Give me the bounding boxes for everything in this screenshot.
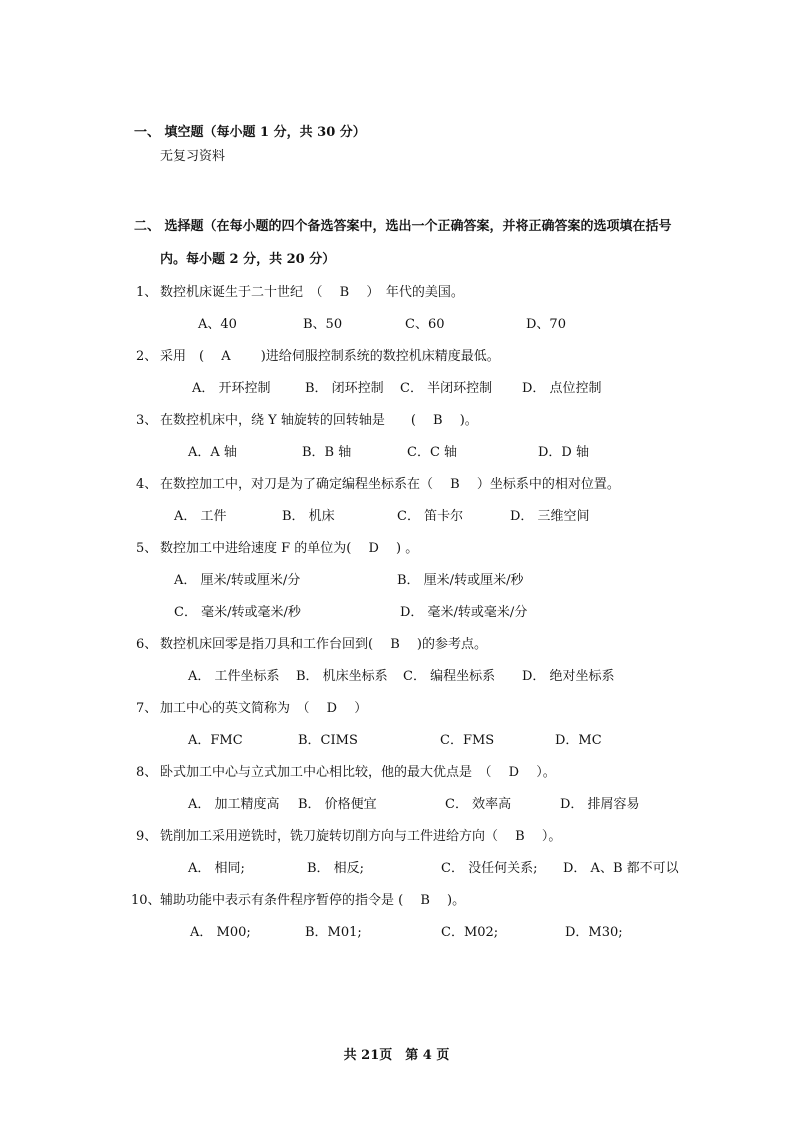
- section2-heading-cont: 内。每小题 2 分，共 20 分）: [160, 252, 336, 267]
- option-a: A、40: [198, 317, 237, 332]
- question-text: 采用 ( A )进给伺服控制系统的数控机床精度最低。: [160, 349, 500, 364]
- option-d: D． 排屑容易: [560, 797, 640, 812]
- option-c: C． 毫米/转或毫米/秒: [174, 605, 301, 620]
- question-number: 6、: [136, 637, 158, 652]
- question-number: 7、: [136, 701, 158, 716]
- option-c: C．FMS: [440, 733, 495, 748]
- question-number: 2、: [136, 349, 158, 364]
- option-b: B．CIMS: [298, 733, 358, 748]
- option-a: A． 工件坐标系: [188, 669, 280, 684]
- option-a: A． 加工精度高: [188, 797, 280, 812]
- question-text: 卧式加工中心与立式加工中心相比较，他的最大优点是 （ D ）。: [160, 765, 556, 780]
- question-text: 数控机床回零是指刀具和工作台回到( B )的参考点。: [160, 637, 487, 652]
- option-b: B．B 轴: [302, 445, 352, 460]
- question-text: 铣削加工采用逆铣时，铣刀旋转切削方向与工件进给方向（ B ）。: [160, 829, 562, 844]
- option-a: A． 开环控制: [192, 381, 271, 396]
- option-d: D． 三维空间: [510, 509, 590, 524]
- question-number: 5、: [136, 541, 158, 556]
- option-c: C、60: [405, 317, 445, 332]
- option-d: D． 点位控制: [522, 381, 602, 396]
- option-d: D． A、B 都不可以: [563, 861, 679, 876]
- option-a: A． 工件: [174, 509, 227, 524]
- option-b: B． 机床: [282, 509, 335, 524]
- option-d: D．M30;: [565, 925, 623, 940]
- option-c: C．M02;: [441, 925, 499, 940]
- option-a: A．A 轴: [188, 445, 237, 460]
- question-text: 数控机床诞生于二十世纪 （ B ） 年代的美国。: [160, 285, 464, 300]
- option-c: C． 没任何关系;: [441, 861, 538, 876]
- question-number: 4、: [136, 477, 158, 492]
- question-text: 数控加工中进给速度 F 的单位为( D ) 。: [160, 541, 419, 556]
- option-d: D． 绝对坐标系: [522, 669, 615, 684]
- question-number: 3、: [136, 413, 158, 428]
- option-b: B、50: [303, 317, 343, 332]
- question-text: 加工中心的英文简称为 （ D ）: [160, 701, 368, 716]
- option-b: B． 价格便宜: [298, 797, 377, 812]
- option-b: B． 机床坐标系: [296, 669, 388, 684]
- option-c: C． 效率高: [445, 797, 512, 812]
- section2-heading: 二、 选择题（在每小题的四个备选答案中，选出一个正确答案，并将正确答案的选项填在括号: [134, 219, 672, 234]
- page-footer: 共 21页 第 4 页: [343, 1048, 450, 1063]
- option-d: D、70: [526, 317, 566, 332]
- option-a: A． M00;: [190, 925, 251, 940]
- question-number: 10、: [131, 893, 161, 908]
- option-b: B． 厘米/转或厘米/秒: [397, 573, 524, 588]
- section1-note: 无复习资料: [160, 149, 226, 164]
- option-c: C． 笛卡尔: [397, 509, 464, 524]
- option-d: D．MC: [555, 733, 602, 748]
- option-a: A． 厘米/转或厘米/分: [174, 573, 301, 588]
- option-b: B． 闭环控制: [305, 381, 384, 396]
- section1-heading: 一、 填空题（每小题 1 分，共 30 分）: [134, 125, 366, 140]
- question-number: 9、: [136, 829, 158, 844]
- question-number: 8、: [136, 765, 158, 780]
- option-c: C． 编程坐标系: [403, 669, 496, 684]
- option-c: C． 半闭环控制: [400, 381, 493, 396]
- question-text: 辅助功能中表示有条件程序暂停的指令是 ( B )。: [160, 893, 466, 908]
- question-text: 在数控机床中，绕 Y 轴旋转的回转轴是 ( B )。: [160, 413, 478, 428]
- option-a: A．FMC: [188, 733, 243, 748]
- option-a: A． 相同;: [188, 861, 245, 876]
- question-number: 1、: [136, 285, 158, 300]
- option-b: B．M01;: [305, 925, 362, 940]
- option-b: B． 相反;: [307, 861, 365, 876]
- question-text: 在数控加工中，对刀是为了确定编程坐标系在（ B ）坐标系中的相对位置。: [160, 477, 620, 492]
- option-d: D． 毫米/转或毫米/分: [400, 605, 528, 620]
- option-c: C．C 轴: [407, 445, 458, 460]
- option-d: D．D 轴: [538, 445, 589, 460]
